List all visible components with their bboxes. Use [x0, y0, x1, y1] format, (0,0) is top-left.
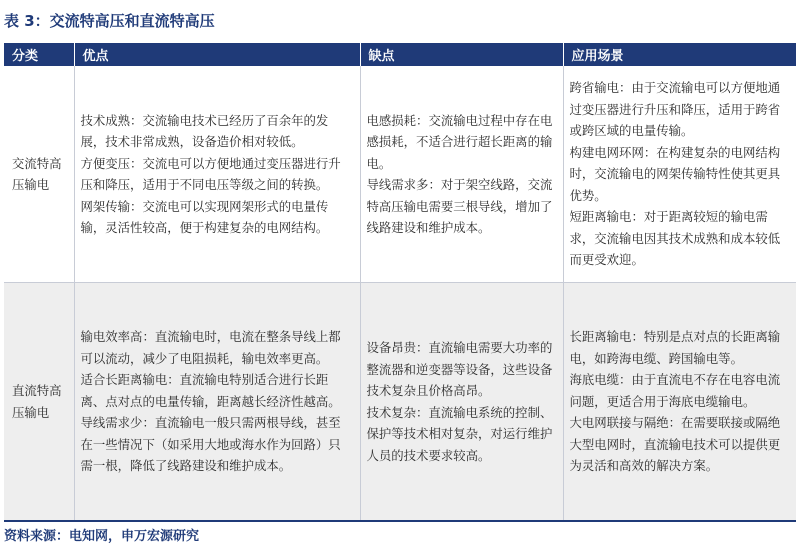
- scenario-item: 海底电缆：由于直流电不存在电容电流问题，更适合用于海底电缆输电。: [569, 372, 781, 409]
- header-category: 分类: [4, 43, 74, 66]
- table-title: 表 3：交流特高压和直流特高压: [4, 12, 215, 30]
- pros-cell: [74, 66, 360, 283]
- cons-item: 电感损耗：交流输电过程中存在电感损耗，不适合进行超长距离的输电。: [366, 112, 553, 171]
- scenarios-cell: [563, 66, 796, 283]
- pros-item: 输电效率高：直流输电时，电流在整条导线上都可以流动，减少了电阻损耗，输电效率更高。: [80, 329, 341, 366]
- scenario-item: 跨省输电：由于交流输电可以方便地通过变压器进行升压和降压，适用于跨省或跨区域的电量传输。: [569, 80, 781, 139]
- category-label: 直流特高压输电: [12, 383, 62, 420]
- scenario-item: 构建电网环网：在构建复杂的电网结构时，交流输电的网架传输特性使其更具优势。: [569, 144, 781, 203]
- cons-cell: [360, 66, 563, 283]
- table-row-dc: [4, 283, 796, 521]
- pros-item: 技术成熟：交流输电技术已经历了百余年的发展，技术非常成熟，设备造价相对较低。: [80, 112, 329, 149]
- category-cell: [4, 283, 74, 521]
- header-cons: 缺点: [360, 43, 563, 66]
- cons-cell: [360, 283, 563, 521]
- scenario-item: 短距离输电：对于距离较短的输电需求，交流输电因其技术成熟和成本较低而更受欢迎。: [569, 209, 781, 268]
- header-pros: 优点: [74, 43, 360, 66]
- scenario-item: 长距离输电：特别是点对点的长距离输电，如跨海电缆、跨国输电等。: [569, 329, 781, 366]
- scenarios-cell: [563, 283, 796, 521]
- category-label: 交流特高压输电: [12, 155, 62, 192]
- pros-item: 方便变压：交流电可以方便地通过变压器进行升压和降压，适用于不同电压等级之间的转换。: [80, 155, 341, 192]
- category-cell: [4, 66, 74, 283]
- table-row-ac: [4, 66, 796, 283]
- pros-item: 网架传输：交流电可以实现网架形式的电量传输，灵活性较高，便于构建复杂的电网结构。: [80, 198, 329, 235]
- table-header-row: [4, 43, 796, 66]
- comparison-table: [4, 43, 796, 520]
- header-scenarios: 应用场景: [563, 43, 796, 66]
- cons-item: 设备昂贵：直流输电需要大功率的整流器和逆变器等设备，这些设备技术复杂且价格高昂。: [366, 340, 553, 398]
- source-note: 资料来源：电知网，申万宏源研究: [4, 529, 200, 544]
- pros-item: 导线需求少：直流输电一般只需两根导线，甚至在一些情况下（如采用大地或海水作为回路）只需一根，降低了线路建设和维护成本。: [80, 415, 341, 474]
- cons-item: 技术复杂：直流输电系统的控制、保护等技术相对复杂，对运行维护人员的技术要求较高。: [366, 404, 553, 463]
- pros-item: 适合长距离输电：直流输电特别适合进行长距离、点对点的电量传输，距离越长经济性越高。: [80, 372, 341, 409]
- pros-cell: [74, 283, 360, 521]
- scenario-item: 大电网联接与隔绝：在需要联接或隔绝大型电网时，直流输电技术可以提供更为灵活和高效的解决方案。: [569, 415, 781, 474]
- bottom-divider: [4, 520, 796, 522]
- cons-item: 导线需求多：对于架空线路，交流特高压输电需要三根导线，增加了线路建设和维护成本。: [366, 177, 553, 235]
